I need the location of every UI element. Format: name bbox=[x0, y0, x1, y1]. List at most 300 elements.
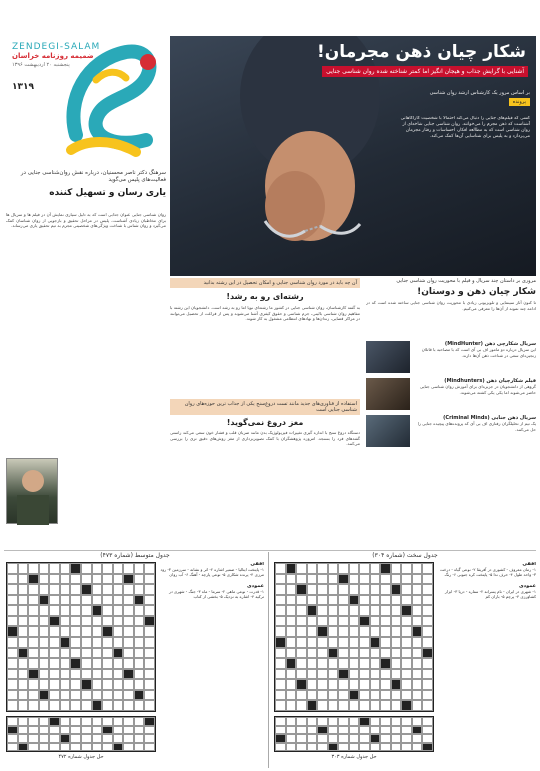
crossword-cell[interactable] bbox=[113, 648, 124, 659]
crossword-cell[interactable] bbox=[134, 734, 145, 743]
crossword-cell[interactable] bbox=[359, 679, 370, 690]
crossword-cell[interactable] bbox=[328, 605, 339, 616]
crossword-cell[interactable] bbox=[102, 648, 113, 659]
crossword-cell[interactable] bbox=[7, 658, 18, 669]
crossword-cell[interactable] bbox=[102, 717, 113, 726]
crossword-cell[interactable] bbox=[286, 717, 297, 726]
crossword-cell[interactable] bbox=[7, 700, 18, 711]
crossword-cell[interactable] bbox=[296, 648, 307, 659]
crossword-cell[interactable] bbox=[349, 595, 360, 606]
crossword-cell[interactable] bbox=[70, 626, 81, 637]
crossword-cell[interactable] bbox=[370, 605, 381, 616]
crossword-cell[interactable] bbox=[70, 679, 81, 690]
crossword-cell[interactable] bbox=[380, 637, 391, 648]
crossword-cell[interactable] bbox=[28, 658, 39, 669]
crossword-cell[interactable] bbox=[113, 679, 124, 690]
crossword-cell[interactable] bbox=[7, 595, 18, 606]
crossword-cell[interactable] bbox=[81, 679, 92, 690]
crossword-cell[interactable] bbox=[144, 648, 155, 659]
crossword-cell[interactable] bbox=[102, 669, 113, 680]
crossword-cell[interactable] bbox=[391, 637, 402, 648]
crossword-cell[interactable] bbox=[401, 648, 412, 659]
crossword-cell[interactable] bbox=[296, 563, 307, 574]
crossword-cell[interactable] bbox=[412, 726, 423, 735]
crossword-cell[interactable] bbox=[39, 595, 50, 606]
crossword-cell[interactable] bbox=[49, 726, 60, 735]
crossword-cell[interactable] bbox=[28, 626, 39, 637]
crossword-cell[interactable] bbox=[102, 637, 113, 648]
crossword-cell[interactable] bbox=[317, 717, 328, 726]
crossword-cell[interactable] bbox=[422, 690, 433, 701]
crossword-cell[interactable] bbox=[70, 700, 81, 711]
crossword-cell[interactable] bbox=[275, 595, 286, 606]
crossword-cell[interactable] bbox=[317, 563, 328, 574]
crossword-cell[interactable] bbox=[286, 595, 297, 606]
crossword-cell[interactable] bbox=[391, 574, 402, 585]
crossword-cell[interactable] bbox=[18, 574, 29, 585]
crossword-cell[interactable] bbox=[286, 734, 297, 743]
crossword-cell[interactable] bbox=[134, 637, 145, 648]
crossword-cell[interactable] bbox=[92, 658, 103, 669]
crossword-cell[interactable] bbox=[338, 616, 349, 627]
crossword-cell[interactable] bbox=[60, 743, 71, 752]
crossword-cell[interactable] bbox=[102, 616, 113, 627]
crossword-cell[interactable] bbox=[113, 726, 124, 735]
crossword-cell[interactable] bbox=[422, 717, 433, 726]
crossword-cell[interactable] bbox=[18, 717, 29, 726]
crossword-cell[interactable] bbox=[328, 563, 339, 574]
crossword-cell[interactable] bbox=[380, 658, 391, 669]
crossword-cell[interactable] bbox=[328, 574, 339, 585]
crossword-cell[interactable] bbox=[380, 616, 391, 627]
crossword-cell[interactable] bbox=[70, 648, 81, 659]
crossword-cell[interactable] bbox=[401, 726, 412, 735]
crossword-cell[interactable] bbox=[412, 734, 423, 743]
crossword-cell[interactable] bbox=[286, 690, 297, 701]
crossword-cell[interactable] bbox=[144, 669, 155, 680]
crossword-cell[interactable] bbox=[92, 743, 103, 752]
crossword-cell[interactable] bbox=[102, 726, 113, 735]
crossword-cell[interactable] bbox=[401, 717, 412, 726]
crossword-cell[interactable] bbox=[81, 605, 92, 616]
crossword-cell[interactable] bbox=[113, 626, 124, 637]
crossword-cell[interactable] bbox=[7, 584, 18, 595]
crossword-cell[interactable] bbox=[380, 734, 391, 743]
crossword-cell[interactable] bbox=[317, 734, 328, 743]
crossword-cell[interactable] bbox=[275, 717, 286, 726]
crossword-cell[interactable] bbox=[113, 563, 124, 574]
crossword-cell[interactable] bbox=[391, 700, 402, 711]
crossword-cell[interactable] bbox=[307, 743, 318, 752]
crossword-cell[interactable] bbox=[18, 726, 29, 735]
crossword-cell[interactable] bbox=[370, 690, 381, 701]
crossword-cell[interactable] bbox=[328, 658, 339, 669]
crossword-cell[interactable] bbox=[370, 726, 381, 735]
crossword-cell[interactable] bbox=[401, 679, 412, 690]
crossword-cell[interactable] bbox=[338, 726, 349, 735]
crossword-cell[interactable] bbox=[391, 626, 402, 637]
crossword-cell[interactable] bbox=[286, 669, 297, 680]
crossword-cell[interactable] bbox=[286, 648, 297, 659]
crossword-cell[interactable] bbox=[134, 658, 145, 669]
crossword-cell[interactable] bbox=[307, 595, 318, 606]
crossword-cell[interactable] bbox=[391, 679, 402, 690]
crossword-cell[interactable] bbox=[123, 574, 134, 585]
crossword-cell[interactable] bbox=[338, 700, 349, 711]
crossword-cell[interactable] bbox=[113, 605, 124, 616]
crossword-cell[interactable] bbox=[338, 637, 349, 648]
crossword-cell[interactable] bbox=[60, 717, 71, 726]
crossword-cell[interactable] bbox=[401, 637, 412, 648]
crossword-cell[interactable] bbox=[7, 743, 18, 752]
crossword-cell[interactable] bbox=[296, 616, 307, 627]
crossword-cell[interactable] bbox=[338, 658, 349, 669]
crossword-cell[interactable] bbox=[422, 626, 433, 637]
crossword-cell[interactable] bbox=[359, 743, 370, 752]
crossword-cell[interactable] bbox=[49, 700, 60, 711]
crossword-cell[interactable] bbox=[380, 584, 391, 595]
crossword-cell[interactable] bbox=[70, 584, 81, 595]
crossword-cell[interactable] bbox=[49, 679, 60, 690]
crossword-cell[interactable] bbox=[275, 605, 286, 616]
crossword-cell[interactable] bbox=[275, 690, 286, 701]
crossword-cell[interactable] bbox=[113, 574, 124, 585]
crossword-cell[interactable] bbox=[18, 669, 29, 680]
crossword-cell[interactable] bbox=[123, 595, 134, 606]
crossword-cell[interactable] bbox=[412, 700, 423, 711]
crossword-cell[interactable] bbox=[144, 563, 155, 574]
crossword-cell[interactable] bbox=[81, 717, 92, 726]
crossword-cell[interactable] bbox=[60, 700, 71, 711]
crossword-cell[interactable] bbox=[275, 669, 286, 680]
crossword-cell[interactable] bbox=[102, 734, 113, 743]
crossword-cell[interactable] bbox=[134, 563, 145, 574]
crossword-cell[interactable] bbox=[275, 726, 286, 735]
crossword-cell[interactable] bbox=[391, 648, 402, 659]
crossword-cell[interactable] bbox=[28, 574, 39, 585]
crossword-cell[interactable] bbox=[286, 658, 297, 669]
crossword-cell[interactable] bbox=[7, 616, 18, 627]
crossword-cell[interactable] bbox=[412, 717, 423, 726]
crossword-cell[interactable] bbox=[349, 669, 360, 680]
crossword-cell[interactable] bbox=[49, 669, 60, 680]
crossword-cell[interactable] bbox=[359, 669, 370, 680]
crossword-cell[interactable] bbox=[7, 726, 18, 735]
crossword-cell[interactable] bbox=[92, 726, 103, 735]
crossword-cell[interactable] bbox=[296, 637, 307, 648]
crossword-cell[interactable] bbox=[349, 690, 360, 701]
crossword-cell[interactable] bbox=[60, 574, 71, 585]
crossword-cell[interactable] bbox=[412, 669, 423, 680]
crossword-cell[interactable] bbox=[70, 605, 81, 616]
crossword-cell[interactable] bbox=[338, 743, 349, 752]
crossword-cell[interactable] bbox=[317, 669, 328, 680]
crossword-cell[interactable] bbox=[412, 616, 423, 627]
crossword-cell[interactable] bbox=[359, 595, 370, 606]
crossword-cell[interactable] bbox=[370, 595, 381, 606]
crossword-cell[interactable] bbox=[113, 637, 124, 648]
crossword-cell[interactable] bbox=[18, 679, 29, 690]
crossword-cell[interactable] bbox=[307, 717, 318, 726]
crossword-cell[interactable] bbox=[401, 743, 412, 752]
crossword-cell[interactable] bbox=[307, 734, 318, 743]
crossword-cell[interactable] bbox=[296, 658, 307, 669]
crossword-cell[interactable] bbox=[349, 700, 360, 711]
crossword-cell[interactable] bbox=[349, 584, 360, 595]
crossword-cell[interactable] bbox=[49, 658, 60, 669]
crossword-cell[interactable] bbox=[317, 626, 328, 637]
crossword-cell[interactable] bbox=[81, 626, 92, 637]
crossword-cell[interactable] bbox=[359, 648, 370, 659]
crossword-cell[interactable] bbox=[49, 690, 60, 701]
crossword-cell[interactable] bbox=[307, 669, 318, 680]
crossword-cell[interactable] bbox=[286, 626, 297, 637]
crossword-cell[interactable] bbox=[60, 690, 71, 701]
crossword-cell[interactable] bbox=[391, 726, 402, 735]
crossword-cell[interactable] bbox=[307, 574, 318, 585]
crossword-cell[interactable] bbox=[370, 743, 381, 752]
crossword-cell[interactable] bbox=[7, 648, 18, 659]
crossword-cell[interactable] bbox=[307, 616, 318, 627]
crossword-cell[interactable] bbox=[307, 605, 318, 616]
crossword-cell[interactable] bbox=[60, 637, 71, 648]
crossword-cell[interactable] bbox=[28, 679, 39, 690]
crossword-cell[interactable] bbox=[275, 658, 286, 669]
crossword-cell[interactable] bbox=[70, 563, 81, 574]
crossword-cell[interactable] bbox=[412, 743, 423, 752]
crossword-cell[interactable] bbox=[123, 669, 134, 680]
crossword-cell[interactable] bbox=[123, 658, 134, 669]
crossword-cell[interactable] bbox=[391, 669, 402, 680]
crossword-cell[interactable] bbox=[307, 658, 318, 669]
crossword-cell[interactable] bbox=[60, 669, 71, 680]
crossword-cell[interactable] bbox=[359, 726, 370, 735]
crossword-cell[interactable] bbox=[338, 595, 349, 606]
crossword-cell[interactable] bbox=[307, 648, 318, 659]
crossword-cell[interactable] bbox=[123, 637, 134, 648]
crossword-cell[interactable] bbox=[92, 637, 103, 648]
crossword-cell[interactable] bbox=[113, 595, 124, 606]
crossword-cell[interactable] bbox=[28, 700, 39, 711]
crossword-cell[interactable] bbox=[338, 605, 349, 616]
crossword-cell[interactable] bbox=[380, 605, 391, 616]
crossword-cell[interactable] bbox=[317, 584, 328, 595]
crossword-cell[interactable] bbox=[60, 605, 71, 616]
crossword-cell[interactable] bbox=[70, 734, 81, 743]
crossword-cell[interactable] bbox=[370, 679, 381, 690]
crossword-cell[interactable] bbox=[349, 648, 360, 659]
crossword-cell[interactable] bbox=[412, 679, 423, 690]
crossword-cell[interactable] bbox=[286, 563, 297, 574]
crossword-cell[interactable] bbox=[18, 734, 29, 743]
crossword-cell[interactable] bbox=[60, 584, 71, 595]
crossword-cell[interactable] bbox=[92, 690, 103, 701]
crossword-cell[interactable] bbox=[401, 658, 412, 669]
crossword-cell[interactable] bbox=[18, 648, 29, 659]
crossword-cell[interactable] bbox=[412, 574, 423, 585]
crossword-cell[interactable] bbox=[370, 574, 381, 585]
crossword-cell[interactable] bbox=[349, 658, 360, 669]
crossword-cell[interactable] bbox=[422, 669, 433, 680]
crossword-cell[interactable] bbox=[60, 679, 71, 690]
crossword-cell[interactable] bbox=[422, 743, 433, 752]
crossword-cell[interactable] bbox=[275, 679, 286, 690]
crossword-cell[interactable] bbox=[286, 616, 297, 627]
crossword-cell[interactable] bbox=[338, 690, 349, 701]
crossword-cell[interactable] bbox=[275, 648, 286, 659]
crossword-cell[interactable] bbox=[70, 658, 81, 669]
crossword-cell[interactable] bbox=[296, 584, 307, 595]
crossword-cell[interactable] bbox=[422, 616, 433, 627]
crossword-cell[interactable] bbox=[359, 563, 370, 574]
crossword-cell[interactable] bbox=[422, 605, 433, 616]
crossword-cell[interactable] bbox=[7, 563, 18, 574]
crossword-cell[interactable] bbox=[275, 637, 286, 648]
crossword-cell[interactable] bbox=[18, 584, 29, 595]
crossword-cell[interactable] bbox=[134, 605, 145, 616]
crossword-cell[interactable] bbox=[102, 626, 113, 637]
crossword-cell[interactable] bbox=[18, 743, 29, 752]
crossword-cell[interactable] bbox=[113, 743, 124, 752]
crossword-cell[interactable] bbox=[422, 734, 433, 743]
crossword-cell[interactable] bbox=[380, 563, 391, 574]
crossword-cell[interactable] bbox=[307, 679, 318, 690]
crossword-cell[interactable] bbox=[113, 700, 124, 711]
crossword-cell[interactable] bbox=[338, 679, 349, 690]
crossword-cell[interactable] bbox=[286, 584, 297, 595]
crossword-cell[interactable] bbox=[370, 700, 381, 711]
crossword-cell[interactable] bbox=[70, 726, 81, 735]
crossword-cell[interactable] bbox=[39, 658, 50, 669]
crossword-cell[interactable] bbox=[81, 637, 92, 648]
crossword-cell[interactable] bbox=[92, 717, 103, 726]
crossword-cell[interactable] bbox=[380, 679, 391, 690]
crossword-cell[interactable] bbox=[134, 648, 145, 659]
crossword-cell[interactable] bbox=[102, 679, 113, 690]
crossword-cell[interactable] bbox=[49, 734, 60, 743]
crossword-cell[interactable] bbox=[7, 690, 18, 701]
crossword-cell[interactable] bbox=[349, 679, 360, 690]
crossword-cell[interactable] bbox=[338, 563, 349, 574]
crossword-cell[interactable] bbox=[7, 574, 18, 585]
crossword-cell[interactable] bbox=[328, 595, 339, 606]
crossword-cell[interactable] bbox=[144, 690, 155, 701]
crossword-cell[interactable] bbox=[81, 563, 92, 574]
crossword-cell[interactable] bbox=[102, 595, 113, 606]
crossword-cell[interactable] bbox=[275, 584, 286, 595]
crossword-cell[interactable] bbox=[359, 616, 370, 627]
crossword-cell[interactable] bbox=[275, 734, 286, 743]
crossword-cell[interactable] bbox=[28, 734, 39, 743]
crossword-cell[interactable] bbox=[39, 648, 50, 659]
crossword-cell[interactable] bbox=[401, 574, 412, 585]
crossword-cell[interactable] bbox=[401, 563, 412, 574]
crossword-cell[interactable] bbox=[81, 726, 92, 735]
crossword-cell[interactable] bbox=[422, 658, 433, 669]
crossword-cell[interactable] bbox=[296, 734, 307, 743]
crossword-cell[interactable] bbox=[60, 616, 71, 627]
crossword-cell[interactable] bbox=[49, 743, 60, 752]
crossword-cell[interactable] bbox=[380, 743, 391, 752]
crossword-cell[interactable] bbox=[412, 595, 423, 606]
crossword-cell[interactable] bbox=[134, 743, 145, 752]
crossword-cell[interactable] bbox=[28, 669, 39, 680]
crossword-cell[interactable] bbox=[328, 726, 339, 735]
crossword-cell[interactable] bbox=[412, 626, 423, 637]
crossword-cell[interactable] bbox=[401, 690, 412, 701]
crossword-cell[interactable] bbox=[422, 726, 433, 735]
crossword-cell[interactable] bbox=[349, 616, 360, 627]
crossword-cell[interactable] bbox=[317, 595, 328, 606]
crossword-cell[interactable] bbox=[92, 584, 103, 595]
crossword-cell[interactable] bbox=[102, 658, 113, 669]
crossword-cell[interactable] bbox=[412, 648, 423, 659]
crossword-cell[interactable] bbox=[328, 616, 339, 627]
crossword-cell[interactable] bbox=[92, 679, 103, 690]
crossword-cell[interactable] bbox=[18, 637, 29, 648]
crossword-cell[interactable] bbox=[144, 626, 155, 637]
crossword-cell[interactable] bbox=[370, 637, 381, 648]
crossword-cell[interactable] bbox=[49, 584, 60, 595]
crossword-cell[interactable] bbox=[275, 626, 286, 637]
crossword-cell[interactable] bbox=[28, 648, 39, 659]
crossword-cell[interactable] bbox=[134, 584, 145, 595]
crossword-cell[interactable] bbox=[81, 648, 92, 659]
crossword-cell[interactable] bbox=[275, 563, 286, 574]
crossword-cell[interactable] bbox=[412, 658, 423, 669]
crossword-cell[interactable] bbox=[144, 743, 155, 752]
crossword-cell[interactable] bbox=[39, 679, 50, 690]
crossword-cell[interactable] bbox=[39, 626, 50, 637]
crossword-cell[interactable] bbox=[49, 563, 60, 574]
crossword-cell[interactable] bbox=[338, 717, 349, 726]
crossword-cell[interactable] bbox=[28, 595, 39, 606]
crossword-cell[interactable] bbox=[113, 690, 124, 701]
crossword-cell[interactable] bbox=[81, 669, 92, 680]
crossword-cell[interactable] bbox=[39, 669, 50, 680]
crossword-cell[interactable] bbox=[317, 700, 328, 711]
crossword-cell[interactable] bbox=[123, 734, 134, 743]
crossword-cell[interactable] bbox=[134, 574, 145, 585]
crossword-cell[interactable] bbox=[113, 734, 124, 743]
crossword-cell[interactable] bbox=[401, 669, 412, 680]
crossword-cell[interactable] bbox=[307, 637, 318, 648]
crossword-cell[interactable] bbox=[380, 574, 391, 585]
crossword-cell[interactable] bbox=[49, 637, 60, 648]
crossword-cell[interactable] bbox=[307, 626, 318, 637]
crossword-cell[interactable] bbox=[370, 616, 381, 627]
crossword-cell[interactable] bbox=[39, 584, 50, 595]
crossword-cell[interactable] bbox=[144, 605, 155, 616]
crossword-cell[interactable] bbox=[134, 679, 145, 690]
crossword-cell[interactable] bbox=[113, 669, 124, 680]
crossword-cell[interactable] bbox=[144, 717, 155, 726]
crossword-cell[interactable] bbox=[39, 743, 50, 752]
crossword-cell[interactable] bbox=[328, 734, 339, 743]
crossword-cell[interactable] bbox=[144, 595, 155, 606]
crossword-cell[interactable] bbox=[123, 584, 134, 595]
crossword-cell[interactable] bbox=[39, 605, 50, 616]
crossword-cell[interactable] bbox=[113, 658, 124, 669]
crossword-cell[interactable] bbox=[134, 700, 145, 711]
crossword-cell[interactable] bbox=[92, 605, 103, 616]
crossword-cell[interactable] bbox=[317, 658, 328, 669]
crossword-cell[interactable] bbox=[7, 679, 18, 690]
crossword-cell[interactable] bbox=[391, 595, 402, 606]
crossword-cell[interactable] bbox=[92, 616, 103, 627]
crossword-cell[interactable] bbox=[123, 726, 134, 735]
crossword-cell[interactable] bbox=[144, 726, 155, 735]
